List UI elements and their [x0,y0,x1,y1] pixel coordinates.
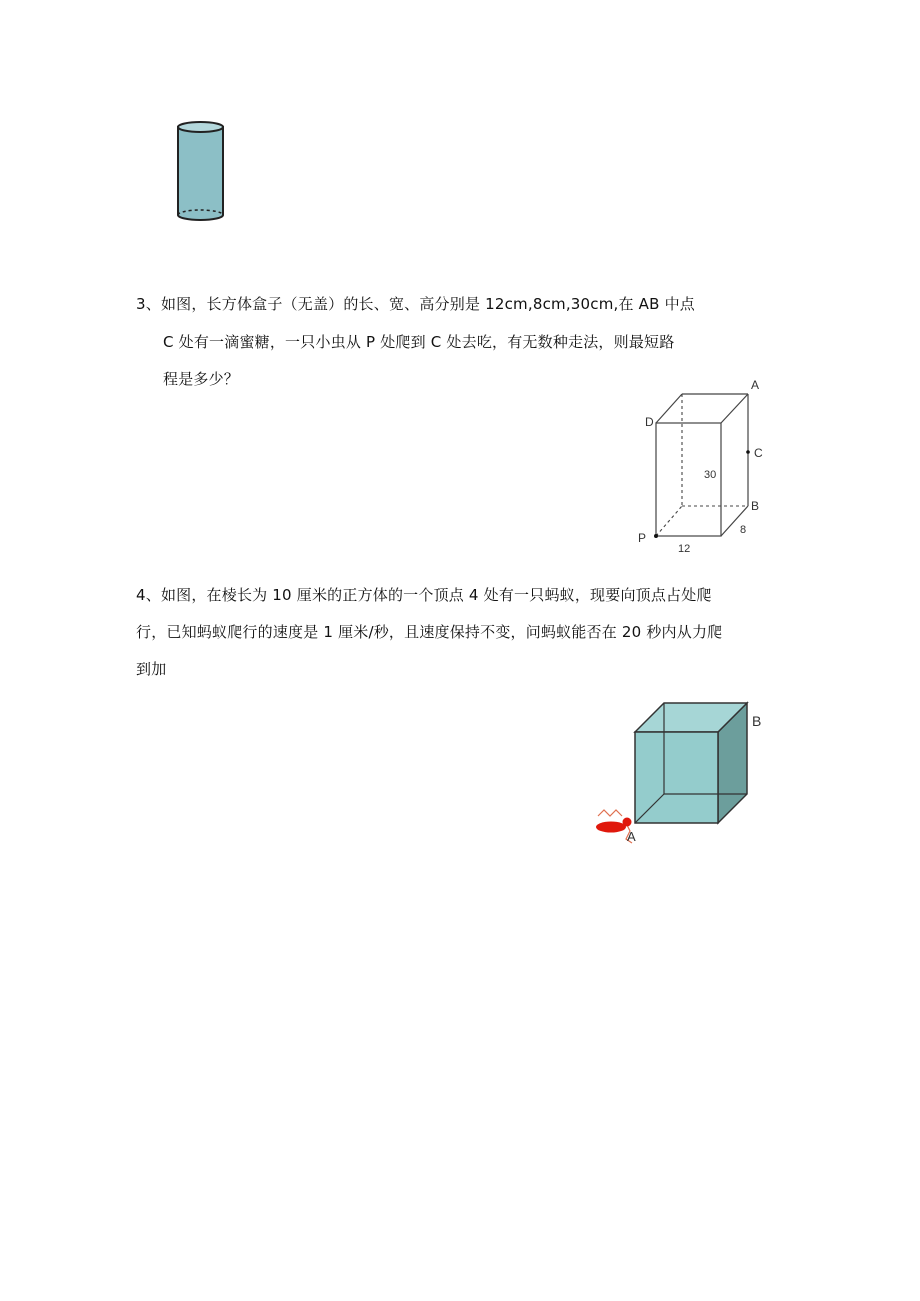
label-a: A [751,378,760,392]
label-height: 30 [704,469,717,481]
label-b: B [751,499,760,513]
label-p: P [638,531,647,545]
q3-line-1: 3、如图，长方体盒子（无盖）的长、宽、高分别是 12cm,8cm,30cm,在 AB 中点 [136,295,696,313]
label-c: C [754,446,763,460]
label-d: D [645,415,654,429]
cube-figure [590,695,780,855]
label-length: 12 [678,543,691,555]
cylinder-figure [172,118,230,228]
point-c-dot [746,450,750,454]
point-p-dot [654,534,658,538]
label-width: 8 [740,524,747,536]
q3-line-2: C 处有一滴蜜糖，一只小虫从 P 处爬到 C 处去吃，有无数种走法，则最短路 [163,333,675,351]
q3-line-3: 程是多少？ [163,370,240,388]
label-b: B [752,713,762,729]
label-a: A [627,829,636,844]
q4-line-1: 4、如图，在棱长为 10 厘米的正方体的一个顶点 4 处有一只蚂蚁，现要向顶点占处爬 [136,586,712,604]
q4-line-2: 行，已知蚂蚁爬行的速度是 1 厘米/秒，且速度保持不变，问蚂蚁能否在 20 秒内从力爬 [136,623,723,641]
box-figure [620,370,780,560]
q4-line-3: 到加 [136,660,167,678]
